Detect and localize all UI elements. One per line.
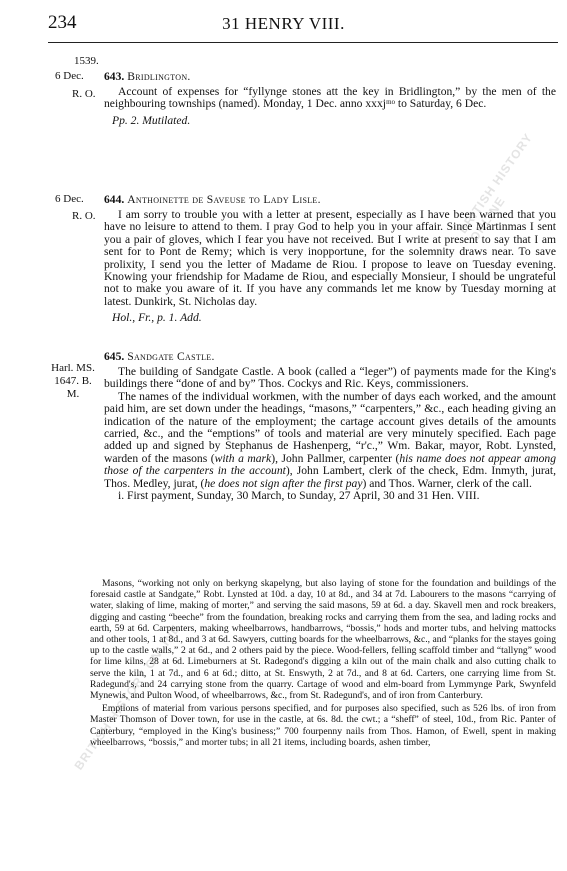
margin-year: 1539.	[74, 55, 99, 67]
entry-644	[104, 193, 556, 325]
entry-text: Account of expenses for “fyllynge stones att the key in Bridlington,” by the men of the neighbouring townships (named). Monday, 1 Dec. anno xxxjᵐᵒ to Saturday, 6 Dec.	[104, 85, 556, 111]
entry-title: Anthoinette de Saveuse to Lady Lisle.	[127, 193, 321, 206]
watermark: BRITISH HISTORY ONLINE	[71, 621, 184, 773]
watermark: BRITISH HISTORY ONLINE	[455, 130, 536, 245]
detail-paragraph: Emptions of material from various persons specified, and for purposes also specified, such as 526 lbs. of iron from Master Thomson of Dover town, for use in the castle, at 6s. 8d. the cwt.; a “sheff” of steel, 10d., from Ric. Panter of Canterbury, “employed in the King's business;” 700 fourpenny nails from Thos. Hamon, of Ewell, spent in making wheelbarrows, “bossis,” and morter tubs; in all 21 items, including boards, ashen timber,	[90, 703, 556, 748]
entry-paragraph: The building of Sandgate Castle. A book (called a “leger”) of payments made for the King's buildings there “done of and by” Thos. Cockys and Ric. Keys, commissioners.	[104, 365, 556, 391]
entry-645-details	[90, 578, 556, 749]
entry-paragraph: i. First payment, Sunday, 30 March, to Sunday, 27 April, 30 and 31 Hen. VIII.	[118, 489, 480, 503]
header-rule	[48, 42, 558, 43]
margin-ref: Harl. MS. 1647. B. M.	[51, 362, 95, 400]
entry-note: Pp. 2. Mutilated.	[112, 113, 191, 127]
margin-date: 6 Dec.	[55, 193, 84, 205]
entry-number: 645.	[104, 350, 125, 363]
entry-paragraph: The names of the individual workmen, with the number of days each worked, and the amount paid him, are set down under the headings, “masons,” “carpenters,” &c., each heading giving an indication of the nature of the employment; the cartage account gives details of the amounts carried, &c., and the “emptions” of tools and material are very minutely specified. Each page added up and signed by Stephanus de Hashenperg, “r'c.,” Wm. Bakar, mayor, Robt. Lynsted, warden of the masons (with a mark), John Pallmer, carpenter (his name does not appear among those of the carpenters in the account), John Lambert, clerk of the check, Edm. Inmyth, jurat, Thos. Medley, jurat, (he does not sign after the first pay) and Thos. Warner, clerk of the call.	[104, 389, 556, 490]
margin-ref: R. O.	[72, 88, 96, 100]
entry-645	[104, 350, 556, 502]
entry-title: Sandgate Castle.	[127, 350, 215, 363]
running-head: 31 HENRY VIII.	[222, 14, 345, 33]
detail-paragraph: Masons, “working not only on berkyng skapelyng, but also laying of stone for the foundation and buildings of the foresaid castle at Sandgate,” Robt. Lynsted at 10d. a day, 10 at 8d., and 34 at 7d. Labourers to the masons “carrying of water, slaking of lime, making of morter,” and serving the said masons, 59 at 6d. a day. Skavell men and rock breakers, digging and casting “beeche” from the foundation, breaking rocks and carrying them from the sea, and lading rocks and earth, 59 at 6d. Carpenters, making wheelbarrows, handbarrows, “bossis,” hods and morter tubs, and helving mattocks and other tools, 1 at 8d., and 3 at 6d. Sawyers, cutting boards for the wheelbarrows, &c., and “planks for the stayes going up to the castle walls,” 2 at 6d., and 2 others paid by the piece. Wood-fellers, felling scaffold timber and “tallyng” wood for lime kilns, 28 at 6d. Limeburners at St. Radegond's digging a kiln out of the main chalk and also cutting chalk to serve the kiln, 1 at 7d., and 6 at 6d.; ditto, at St. Enswyth, 2 at 7d., and 8 at 6d. Carters, one carrying lime from St. Radegund's, and 24 carrying stone from the quarry. Cartage of wood and elm-board from Lymmynge Park, Swynfeld Mynewis, and Pulton Wood, of wheelbarrows, &c., from St. Radegund's, and of iron from Canterbury.	[90, 578, 556, 702]
entry-text: I am sorry to trouble you with a letter at present, especially as I have been warned that you have no leisure to attend to them. I pray God to help you in your affair. Since Martinmas I sent you a pair of gloves, which I fear you have not received. But I write at present to say that I am sent for to Pont de Remy; which is very inopportune, for the solemnity draws near. To save prolixity, I send you the letter of Madame de Riou. I propose to leave on Tuesday evening. Knowing your friendship for Madame de Riou, and especially Monsieur, I should be ungrateful not to make you aware of it. If you have any commands let me know by Tuesday morning at latest. Dunkirk, St. Nicholas day.	[104, 208, 556, 308]
margin-ref: R. O.	[72, 210, 96, 222]
entry-643	[104, 70, 556, 127]
entry-number: 643.	[104, 70, 125, 83]
entry-title: Bridlington.	[127, 70, 191, 83]
page-number: 234	[48, 12, 77, 33]
margin-date: 6 Dec.	[55, 70, 84, 82]
entry-number: 644.	[104, 193, 125, 206]
entry-note: Hol., Fr., p. 1. Add.	[112, 311, 202, 325]
